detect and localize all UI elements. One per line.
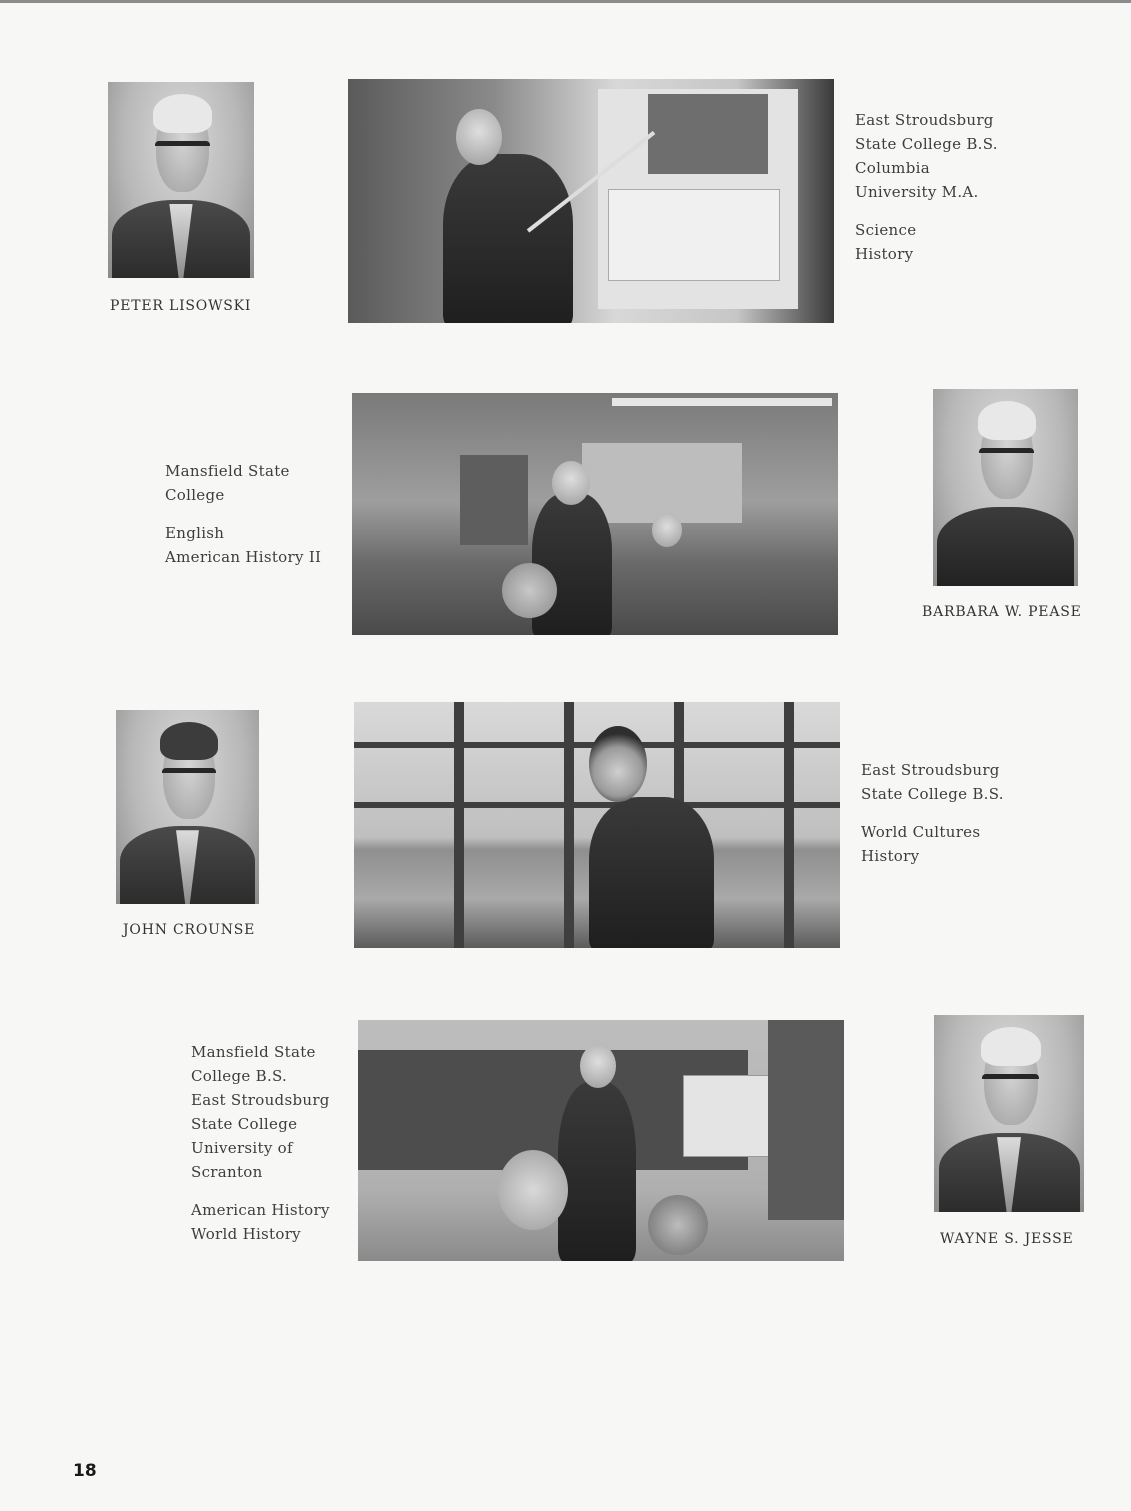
page-number: 18 [73, 1461, 97, 1481]
classroom-photo-john-crounse [354, 702, 840, 948]
portrait-photo-peter-lisowski [108, 82, 254, 278]
education-line: University M.A. [855, 183, 979, 201]
education-line: Scranton [191, 1163, 263, 1181]
subject-line: World Cultures [861, 823, 981, 841]
name-wayne-s-jesse: WAYNE S. JESSE [940, 1231, 1074, 1247]
subject-line: American History II [165, 548, 322, 566]
education-line: State College B.S. [861, 785, 1004, 803]
subject-line: History [855, 245, 914, 263]
subject-line: History [861, 847, 920, 865]
education-line: University of [191, 1139, 293, 1157]
education-line: Columbia [855, 159, 930, 177]
education-line: Mansfield State [191, 1043, 316, 1061]
portrait-photo-barbara-w-pease [933, 389, 1078, 586]
caption-peter-lisowski [855, 108, 998, 266]
subject-line: English [165, 524, 225, 542]
classroom-photo-barbara-w-pease [352, 393, 838, 635]
education-line: East Stroudsburg [861, 761, 1000, 779]
education-line: East Stroudsburg [191, 1091, 330, 1109]
name-peter-lisowski: PETER LISOWSKI [110, 298, 252, 314]
caption-barbara-w-pease [165, 459, 321, 569]
education-line: College B.S. [191, 1067, 288, 1085]
education-line: State College B.S. [855, 135, 998, 153]
classroom-photo-peter-lisowski [348, 79, 834, 323]
caption-john-crounse [861, 758, 1004, 868]
subject-line: American History [191, 1201, 330, 1219]
subject-line: World History [191, 1225, 301, 1243]
name-barbara-w-pease: BARBARA W. PEASE [922, 604, 1082, 620]
top-border-line [0, 0, 1131, 3]
caption-wayne-s-jesse [191, 1040, 330, 1246]
portrait-photo-john-crounse [116, 710, 259, 904]
classroom-photo-wayne-s-jesse [358, 1020, 844, 1261]
name-john-crounse: JOHN CROUNSE [123, 922, 256, 938]
education-line: East Stroudsburg [855, 111, 994, 129]
subject-line: Science [855, 221, 917, 239]
education-line: College [165, 486, 225, 504]
portrait-photo-wayne-s-jesse [934, 1015, 1084, 1212]
education-line: State College [191, 1115, 298, 1133]
education-line: Mansfield State [165, 462, 290, 480]
